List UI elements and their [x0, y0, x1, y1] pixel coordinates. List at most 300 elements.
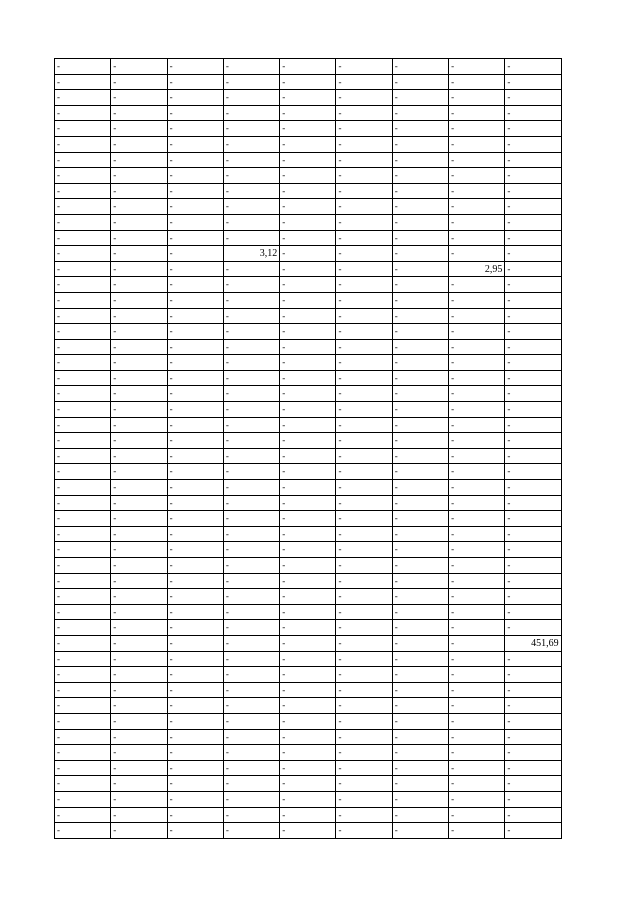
- table-cell: [449, 199, 505, 215]
- table-cell: [55, 59, 111, 75]
- empty-marker: -: [507, 107, 511, 118]
- empty-marker: -: [338, 669, 342, 680]
- table-row: [55, 277, 562, 293]
- table-cell: [449, 635, 505, 651]
- empty-marker: -: [113, 372, 117, 383]
- empty-marker: -: [169, 715, 173, 726]
- empty-marker: -: [113, 92, 117, 103]
- empty-marker: -: [225, 310, 229, 321]
- table-cell: [280, 589, 336, 605]
- table-cell: [55, 433, 111, 449]
- table-cell: [55, 183, 111, 199]
- empty-marker: -: [57, 263, 60, 274]
- empty-marker: -: [507, 653, 511, 664]
- table-cell: [111, 152, 167, 168]
- table-cell: [449, 667, 505, 683]
- table-cell: [167, 698, 223, 714]
- table-cell: [280, 152, 336, 168]
- empty-marker: -: [394, 123, 398, 134]
- table-cell: [449, 355, 505, 371]
- empty-marker: -: [451, 435, 455, 446]
- empty-marker: -: [338, 294, 342, 305]
- table-cell: [505, 542, 561, 558]
- empty-marker: -: [282, 778, 286, 789]
- empty-marker: -: [57, 684, 60, 695]
- empty-marker: -: [57, 404, 60, 415]
- table-cell: [392, 214, 448, 230]
- empty-marker: -: [451, 591, 455, 602]
- table-cell: [280, 105, 336, 121]
- table-cell: [336, 651, 392, 667]
- table-cell: [280, 745, 336, 761]
- empty-marker: -: [225, 61, 229, 71]
- table-cell: [55, 620, 111, 636]
- table-cell: [223, 261, 279, 277]
- table-row: [55, 261, 562, 277]
- empty-marker: -: [113, 450, 117, 461]
- table-cell: [55, 589, 111, 605]
- empty-marker: -: [451, 793, 455, 804]
- empty-marker: -: [507, 248, 511, 259]
- table-cell: [449, 402, 505, 418]
- empty-marker: -: [282, 637, 286, 648]
- empty-marker: -: [282, 279, 286, 290]
- empty-marker: -: [113, 123, 117, 134]
- table-cell: [223, 136, 279, 152]
- empty-marker: -: [507, 154, 511, 165]
- empty-marker: -: [225, 513, 229, 524]
- table-cell: [167, 433, 223, 449]
- empty-marker: -: [338, 606, 342, 617]
- table-row: [55, 292, 562, 308]
- empty-marker: -: [57, 731, 60, 742]
- table-cell: [167, 620, 223, 636]
- empty-marker: -: [113, 201, 117, 212]
- table-cell: [505, 277, 561, 293]
- table-cell: [336, 402, 392, 418]
- table-cell: [280, 199, 336, 215]
- table-cell: [223, 168, 279, 184]
- table-cell: [505, 370, 561, 386]
- empty-marker: -: [113, 700, 117, 711]
- table-cell: [223, 760, 279, 776]
- table-cell: [111, 214, 167, 230]
- empty-marker: -: [57, 201, 60, 212]
- table-cell: [449, 433, 505, 449]
- empty-marker: -: [225, 747, 229, 758]
- table-cell: [336, 417, 392, 433]
- empty-marker: -: [57, 107, 60, 118]
- table-cell: [505, 464, 561, 480]
- table-cell: [392, 183, 448, 199]
- table-row: [55, 152, 562, 168]
- table-cell: [167, 136, 223, 152]
- table-cell: [449, 246, 505, 262]
- table-cell: [167, 682, 223, 698]
- empty-marker: -: [169, 201, 173, 212]
- empty-marker: -: [338, 809, 342, 820]
- empty-marker: -: [225, 232, 229, 243]
- empty-marker: -: [225, 388, 229, 399]
- empty-marker: -: [57, 170, 60, 181]
- empty-marker: -: [57, 793, 60, 804]
- empty-marker: -: [451, 528, 455, 539]
- table-cell: [223, 511, 279, 527]
- table-row: [55, 339, 562, 355]
- table-cell: [392, 791, 448, 807]
- empty-marker: -: [57, 622, 60, 633]
- empty-marker: -: [57, 747, 60, 758]
- table-row: [55, 823, 562, 839]
- empty-marker: -: [113, 294, 117, 305]
- empty-marker: -: [113, 232, 117, 243]
- table-cell: [223, 480, 279, 496]
- empty-marker: -: [451, 669, 455, 680]
- table-cell: [55, 698, 111, 714]
- empty-marker: -: [507, 404, 511, 415]
- empty-marker: -: [169, 825, 173, 836]
- table-cell: [449, 542, 505, 558]
- empty-marker: -: [338, 326, 342, 337]
- table-cell: [505, 339, 561, 355]
- table-cell: [223, 121, 279, 137]
- table-cell: [449, 495, 505, 511]
- table-cell: [505, 573, 561, 589]
- table-cell: [55, 495, 111, 511]
- table-cell: [55, 713, 111, 729]
- table-cell: [449, 791, 505, 807]
- empty-marker: -: [113, 809, 117, 820]
- table-cell: [449, 745, 505, 761]
- table-cell: [505, 620, 561, 636]
- empty-marker: -: [225, 185, 229, 196]
- empty-marker: -: [394, 61, 398, 71]
- table-cell: [280, 807, 336, 823]
- empty-marker: -: [507, 606, 511, 617]
- table-cell: [392, 261, 448, 277]
- empty-marker: -: [282, 76, 286, 87]
- table-cell: [280, 59, 336, 75]
- table-cell: [336, 277, 392, 293]
- table-cell: [392, 745, 448, 761]
- empty-marker: -: [394, 232, 398, 243]
- table-cell: [505, 558, 561, 574]
- table-cell: [392, 324, 448, 340]
- table-cell: [336, 526, 392, 542]
- table-cell: [111, 292, 167, 308]
- table-cell: [280, 620, 336, 636]
- empty-marker: -: [57, 466, 60, 477]
- table-cell: [223, 90, 279, 106]
- table-cell: [55, 511, 111, 527]
- table-cell: [280, 635, 336, 651]
- empty-marker: -: [57, 310, 60, 321]
- empty-marker: -: [451, 388, 455, 399]
- table-cell: [280, 464, 336, 480]
- table-row: [55, 729, 562, 745]
- table-cell: [167, 168, 223, 184]
- empty-marker: -: [57, 419, 60, 430]
- empty-marker: -: [451, 450, 455, 461]
- empty-marker: -: [282, 575, 286, 586]
- table-cell: [167, 558, 223, 574]
- empty-marker: -: [507, 778, 511, 789]
- empty-marker: -: [507, 669, 511, 680]
- table-cell: [280, 90, 336, 106]
- empty-marker: -: [169, 248, 173, 259]
- empty-marker: -: [225, 201, 229, 212]
- empty-marker: -: [225, 497, 229, 508]
- empty-marker: -: [394, 326, 398, 337]
- table-cell: [111, 261, 167, 277]
- table-cell: [336, 604, 392, 620]
- table-row: [55, 448, 562, 464]
- empty-marker: -: [225, 544, 229, 555]
- empty-marker: -: [394, 466, 398, 477]
- empty-marker: -: [225, 715, 229, 726]
- empty-marker: -: [225, 326, 229, 337]
- table-cell: [505, 495, 561, 511]
- empty-marker: -: [113, 669, 117, 680]
- table-cell: [449, 526, 505, 542]
- empty-marker: -: [113, 185, 117, 196]
- table-cell: [55, 667, 111, 683]
- empty-marker: -: [225, 482, 229, 493]
- empty-marker: -: [113, 622, 117, 633]
- table-cell: [167, 324, 223, 340]
- table-row: [55, 542, 562, 558]
- table-cell: [167, 464, 223, 480]
- table-cell: [111, 90, 167, 106]
- table-cell: [55, 573, 111, 589]
- table-cell: [111, 136, 167, 152]
- empty-marker: -: [394, 497, 398, 508]
- table-cell: [111, 230, 167, 246]
- table-cell: [223, 464, 279, 480]
- table-cell: [167, 480, 223, 496]
- table-cell: [505, 604, 561, 620]
- empty-marker: -: [451, 809, 455, 820]
- empty-marker: -: [394, 606, 398, 617]
- table-cell: [392, 760, 448, 776]
- table-cell: [392, 667, 448, 683]
- table-cell: [505, 651, 561, 667]
- empty-marker: -: [338, 747, 342, 758]
- empty-marker: -: [394, 793, 398, 804]
- table-cell: [336, 729, 392, 745]
- table-row: [55, 214, 562, 230]
- empty-marker: -: [57, 809, 60, 820]
- empty-marker: -: [225, 450, 229, 461]
- table-cell: [111, 324, 167, 340]
- table-cell: [505, 448, 561, 464]
- empty-marker: -: [282, 435, 286, 446]
- empty-marker: -: [282, 482, 286, 493]
- table-cell: [336, 760, 392, 776]
- table-cell: [392, 448, 448, 464]
- empty-marker: -: [282, 762, 286, 773]
- empty-marker: -: [169, 357, 173, 368]
- table-row: [55, 589, 562, 605]
- table-row: [55, 620, 562, 636]
- table-cell: [55, 807, 111, 823]
- empty-marker: -: [507, 138, 511, 149]
- empty-marker: -: [394, 575, 398, 586]
- table-cell: [505, 791, 561, 807]
- empty-marker: -: [338, 684, 342, 695]
- table-cell: [111, 105, 167, 121]
- table-cell: [280, 776, 336, 792]
- table-cell: [167, 589, 223, 605]
- data-table: [54, 58, 562, 839]
- table-cell: [223, 370, 279, 386]
- table-cell: [336, 339, 392, 355]
- table-cell: [280, 308, 336, 324]
- empty-marker: -: [169, 341, 173, 352]
- empty-marker: -: [394, 450, 398, 461]
- table-cell: [336, 480, 392, 496]
- empty-marker: -: [338, 575, 342, 586]
- empty-marker: -: [451, 653, 455, 664]
- table-cell: [336, 448, 392, 464]
- table-row: [55, 402, 562, 418]
- table-cell: [336, 698, 392, 714]
- empty-marker: -: [394, 92, 398, 103]
- table-cell: [55, 324, 111, 340]
- table-cell: [55, 261, 111, 277]
- table-cell: [392, 558, 448, 574]
- table-cell: [505, 292, 561, 308]
- table-row: [55, 59, 562, 75]
- empty-marker: -: [169, 513, 173, 524]
- table-cell: [392, 121, 448, 137]
- table-cell: [392, 355, 448, 371]
- table-cell: [223, 542, 279, 558]
- table-cell: [280, 448, 336, 464]
- table-cell: [449, 277, 505, 293]
- table-cell: [223, 620, 279, 636]
- empty-marker: -: [57, 154, 60, 165]
- table-cell: [55, 168, 111, 184]
- table-cell: [167, 635, 223, 651]
- table-cell: [223, 152, 279, 168]
- table-cell: [55, 729, 111, 745]
- empty-marker: -: [338, 279, 342, 290]
- table-cell: [505, 713, 561, 729]
- empty-marker: -: [338, 92, 342, 103]
- table-cell: [55, 542, 111, 558]
- table-cell: [280, 511, 336, 527]
- empty-marker: -: [338, 248, 342, 259]
- empty-marker: -: [169, 326, 173, 337]
- table-cell: [55, 74, 111, 90]
- empty-marker: -: [113, 388, 117, 399]
- empty-marker: -: [169, 606, 173, 617]
- empty-marker: -: [169, 497, 173, 508]
- table-cell: [55, 402, 111, 418]
- empty-marker: -: [169, 372, 173, 383]
- table-cell: [280, 339, 336, 355]
- empty-marker: -: [282, 294, 286, 305]
- table-row: [55, 168, 562, 184]
- empty-marker: -: [225, 591, 229, 602]
- table-cell: [336, 74, 392, 90]
- table-cell: [55, 121, 111, 137]
- empty-marker: -: [507, 201, 511, 212]
- table-cell: [392, 59, 448, 75]
- table-cell: [336, 121, 392, 137]
- empty-marker: -: [282, 232, 286, 243]
- table-cell: [336, 246, 392, 262]
- empty-marker: -: [338, 778, 342, 789]
- empty-marker: -: [507, 294, 511, 305]
- empty-marker: -: [451, 170, 455, 181]
- empty-marker: -: [282, 61, 286, 71]
- table-cell: [449, 324, 505, 340]
- table-cell: [111, 339, 167, 355]
- table-cell: [449, 511, 505, 527]
- table-cell: [392, 339, 448, 355]
- empty-marker: -: [338, 185, 342, 196]
- empty-marker: -: [394, 528, 398, 539]
- table-row: [55, 776, 562, 792]
- empty-marker: -: [451, 544, 455, 555]
- table-cell: [505, 682, 561, 698]
- empty-marker: -: [394, 435, 398, 446]
- table-cell: [505, 776, 561, 792]
- table-cell: [280, 526, 336, 542]
- table-cell: [55, 604, 111, 620]
- table-cell: [505, 760, 561, 776]
- empty-marker: -: [57, 778, 60, 789]
- table-cell: [167, 59, 223, 75]
- table-cell: [111, 745, 167, 761]
- table-cell: [55, 199, 111, 215]
- table-cell: [449, 121, 505, 137]
- empty-marker: -: [507, 715, 511, 726]
- table-cell: [223, 667, 279, 683]
- empty-marker: -: [282, 560, 286, 570]
- table-cell: [392, 713, 448, 729]
- table-cell: [336, 152, 392, 168]
- empty-marker: -: [113, 154, 117, 165]
- empty-marker: -: [113, 762, 117, 773]
- empty-marker: -: [394, 76, 398, 87]
- empty-marker: -: [451, 513, 455, 524]
- empty-marker: -: [338, 123, 342, 134]
- table-cell: [392, 729, 448, 745]
- table-cell: [280, 370, 336, 386]
- table-cell: [505, 308, 561, 324]
- table-cell: [111, 604, 167, 620]
- table-cell: [223, 558, 279, 574]
- empty-marker: -: [225, 419, 229, 430]
- table-cell: [167, 355, 223, 371]
- empty-marker: -: [338, 637, 342, 648]
- empty-marker: -: [507, 700, 511, 711]
- table-cell: [392, 823, 448, 839]
- empty-marker: -: [169, 263, 173, 274]
- empty-marker: -: [113, 466, 117, 477]
- empty-marker: -: [225, 357, 229, 368]
- table-cell: [336, 713, 392, 729]
- table-cell: [223, 573, 279, 589]
- empty-marker: -: [451, 637, 455, 648]
- empty-marker: -: [507, 731, 511, 742]
- table-cell: [505, 136, 561, 152]
- table-cell: [55, 480, 111, 496]
- empty-marker: -: [225, 154, 229, 165]
